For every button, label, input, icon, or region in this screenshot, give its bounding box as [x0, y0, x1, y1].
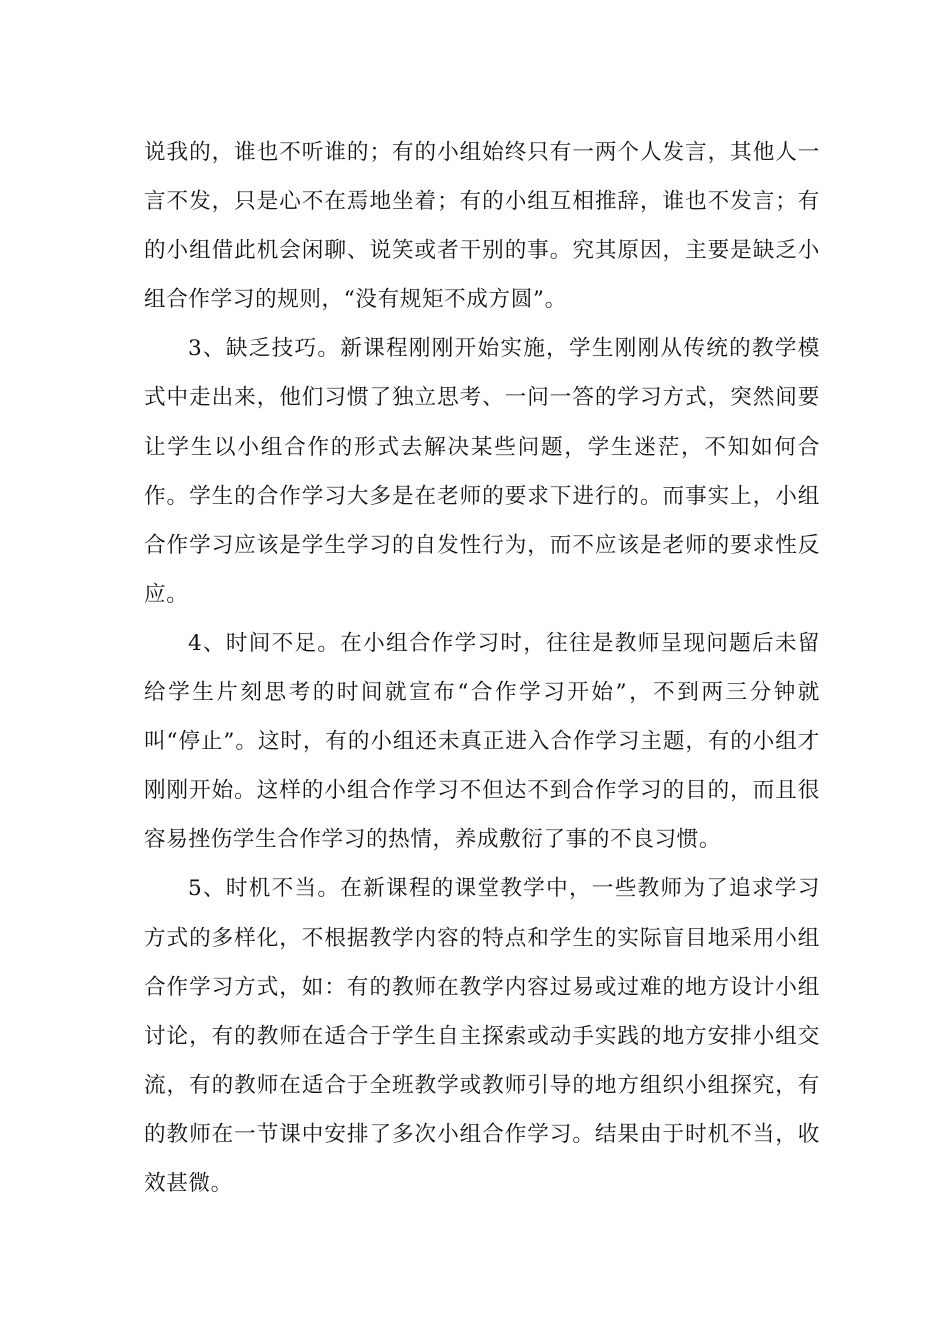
paragraph-continued: 说我的，谁也不听谁的；有的小组始终只有一两个人发言，其他人一言不发，只是心不在焉地坐着；有的小组互相推辞，谁也不发言；有的小组借此机会闲聊、说笑或者干别的事。究其原因，主要是缺乏小组合作学习的规则，“没有规矩不成方圆”。	[144, 140, 820, 313]
paragraph-lack-of-skills: 3、缺乏技巧。新课程刚刚开始实施，学生刚刚从传统的教学模式中走出来，他们习惯了独立思考、一问一答的学习方式，突然间要让学生以小组合作的形式去解决某些问题，学生迷茫，不知如何合作。学生的合作学习大多是在老师的要求下进行的。而事实上，小组合作学习应该是学生学习的自发性行为，而不应该是老师的要求性反应。	[144, 336, 820, 607]
document-body	[144, 128, 820, 1208]
paragraph-improper-timing: 5、时机不当。在新课程的课堂教学中，一些教师为了追求学习方式的多样化，不根据教学内容的特点和学生的实际盲目地采用小组合作学习方式，如：有的教师在教学内容过易或过难的地方设计小组讨论，有的教师在适合于学生自主探索或动手实践的地方安排小组交流，有的教师在适合于全班教学或教师引导的地方组织小组探究，有的教师在一节课中安排了多次小组合作学习。结果由于时机不当，收效甚微。	[144, 876, 820, 1196]
paragraph-insufficient-time: 4、时间不足。在小组合作学习时，往往是教师呈现问题后未留给学生片刻思考的时间就宣布“合作学习开始”，不到两三分钟就叫“停止”。这时，有的小组还未真正进入合作学习主题，有的小组才刚刚开始。这样的小组合作学习不但达不到合作学习的目的，而且很容易挫伤学生合作学习的热情，养成敷衍了事的不良习惯。	[144, 630, 820, 853]
